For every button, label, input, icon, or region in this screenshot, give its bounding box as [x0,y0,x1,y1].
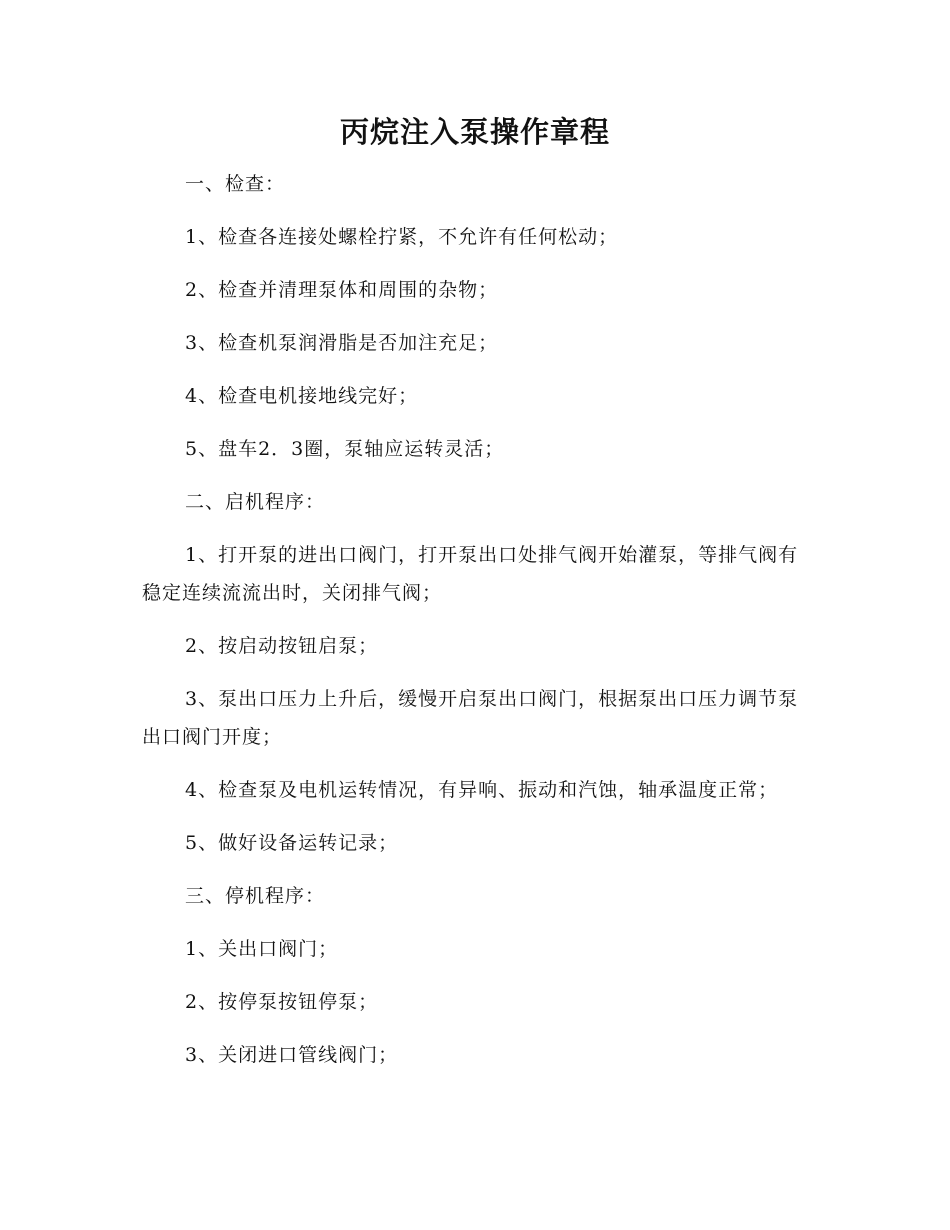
section-heading-stop: 三、停机程序： [185,885,326,907]
start-item-3: 3、泵出口压力上升后，缓慢开启泵出口阀门，根据泵出口压力调节泵出口阀门开度； [142,688,799,748]
section-heading-check: 一、检查： [185,173,286,195]
document-body [142,165,810,1074]
start-item-1: 1、打开泵的进出口阀门，打开泵出口处排气阀开始灌泵，等排气阀有稳定连续流流出时，关闭排气阀； [142,544,799,604]
start-item-4: 4、检查泵及电机运转情况，有异响、振动和汽蚀，轴承温度正常； [185,779,779,801]
stop-item-2: 2、按停泵按钮停泵； [185,991,379,1013]
check-item-2: 2、检查并清理泵体和周围的杂物； [185,279,499,301]
stop-item-1: 1、关出口阀门； [185,938,339,960]
start-item-5: 5、做好设备运转记录； [185,832,399,854]
section-heading-start: 二、启机程序： [185,491,326,513]
start-item-2: 2、按启动按钮启泵； [185,635,379,657]
check-item-4: 4、检查电机接地线完好； [185,385,419,407]
check-item-3: 3、检查机泵润滑脂是否加注充足； [185,332,499,354]
document-title: 丙烷注入泵操作章程 [339,115,610,149]
check-item-1: 1、检查各连接处螺栓拧紧，不允许有任何松动； [185,226,619,248]
stop-item-3: 3、关闭进口管线阀门； [185,1044,399,1066]
check-item-5: 5、盘车2．3圈，泵轴应运转灵活； [185,438,505,460]
